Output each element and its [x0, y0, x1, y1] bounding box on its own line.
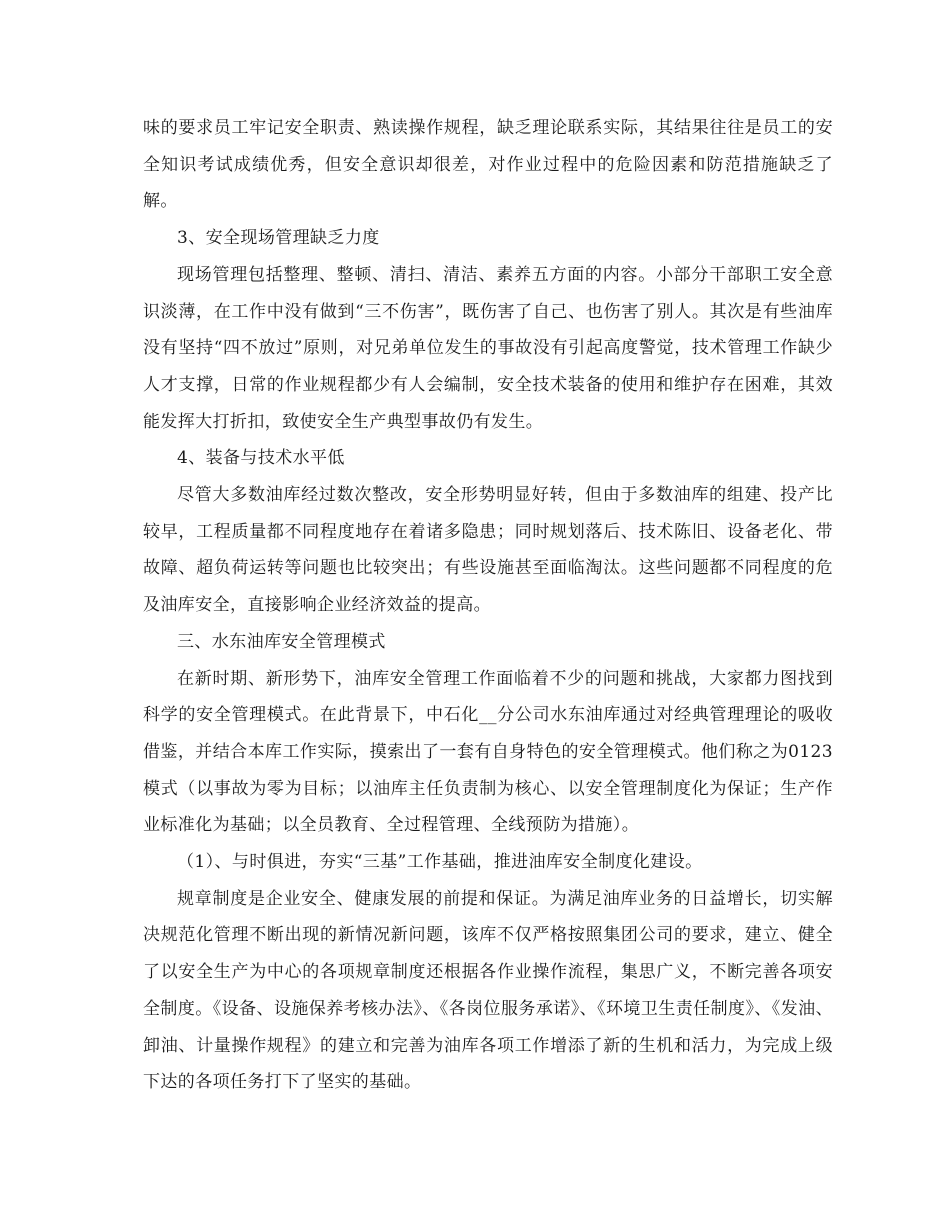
paragraph-continuation: 味的要求员工牢记安全职责、熟读操作规程，缺乏理论联系实际，其结果往往是员工的安全知识考试成绩优秀，但安全意识却很差，对作业过程中的危险因素和防范措施缺乏了解。	[143, 118, 833, 212]
section-heading-3: 3、安全现场管理缺乏力度	[177, 228, 380, 249]
subsection-heading-1: （1）、与时俱进，夯实“三基”工作基础，推进油库安全制度化建设。	[177, 852, 703, 873]
paragraph-model-intro: 在新时期、新形势下，油库安全管理工作面临着不少的问题和挑战，大家都力图找到科学的安全管理模式。在此背景下，中石化__分公司水东油库通过对经典管理理论的吸收借鉴，并结合本库工作实际，摸索出了一套有自身特色的安全管理模式。他们称之为0123模式（以事故为零为目标；以油库主任负责制为核心、以安全管理制度化为保证；生产作业标准化为基础；以全员教育、全过程管理、全线预防为措施）。	[143, 668, 833, 836]
section-heading-model: 三、水东油库安全管理模式	[177, 631, 386, 652]
paragraph-equipment: 尽管大多数油库经过数次整改，安全形势明显好转，但由于多数油库的组建、投产比较早，工程质量都不同程度地存在着诸多隐患；同时规划落后、技术陈旧、设备老化、带故障、超负荷运转等问题也比较突出；有些设施甚至面临淘汰。这些问题都不同程度的危及油库安全，直接影响企业经济效益的提高。	[143, 485, 833, 616]
section-heading-4: 4、装备与技术水平低	[177, 448, 345, 469]
paragraph-site-management: 现场管理包括整理、整顿、清扫、清洁、素养五方面的内容。小部分干部职工安全意识淡薄，在工作中没有做到“三不伤害”，既伤害了自己、也伤害了别人。其次是有些油库没有坚持“四不放过”原则，对兄弟单位发生的事故没有引起高度警觉，技术管理工作缺少人才支撑，日常的作业规程都少有人会编制，安全技术装备的使用和维护存在困难，其效能发挥大打折扣，致使安全生产典型事故仍有发生。	[143, 264, 833, 432]
document-body	[143, 110, 833, 1101]
paragraph-regulations: 规章制度是企业安全、健康发展的前提和保证。为满足油库业务的日益增长，切实解决规范化管理不断出现的新情况新问题，该库不仅严格按照集团公司的要求，建立、健全了以安全生产为中心的各项规章制度还根据各作业操作流程，集思广义，不断完善各项安全制度。《设备、设施保养考核办法》、《各岗位服务承诺》、《环境卫生责任制度》、《发油、卸油、计量操作规程》的建立和完善为油库各项工作增添了新的生机和活力，为完成上级下达的各项任务打下了坚实的基础。	[143, 888, 833, 1093]
